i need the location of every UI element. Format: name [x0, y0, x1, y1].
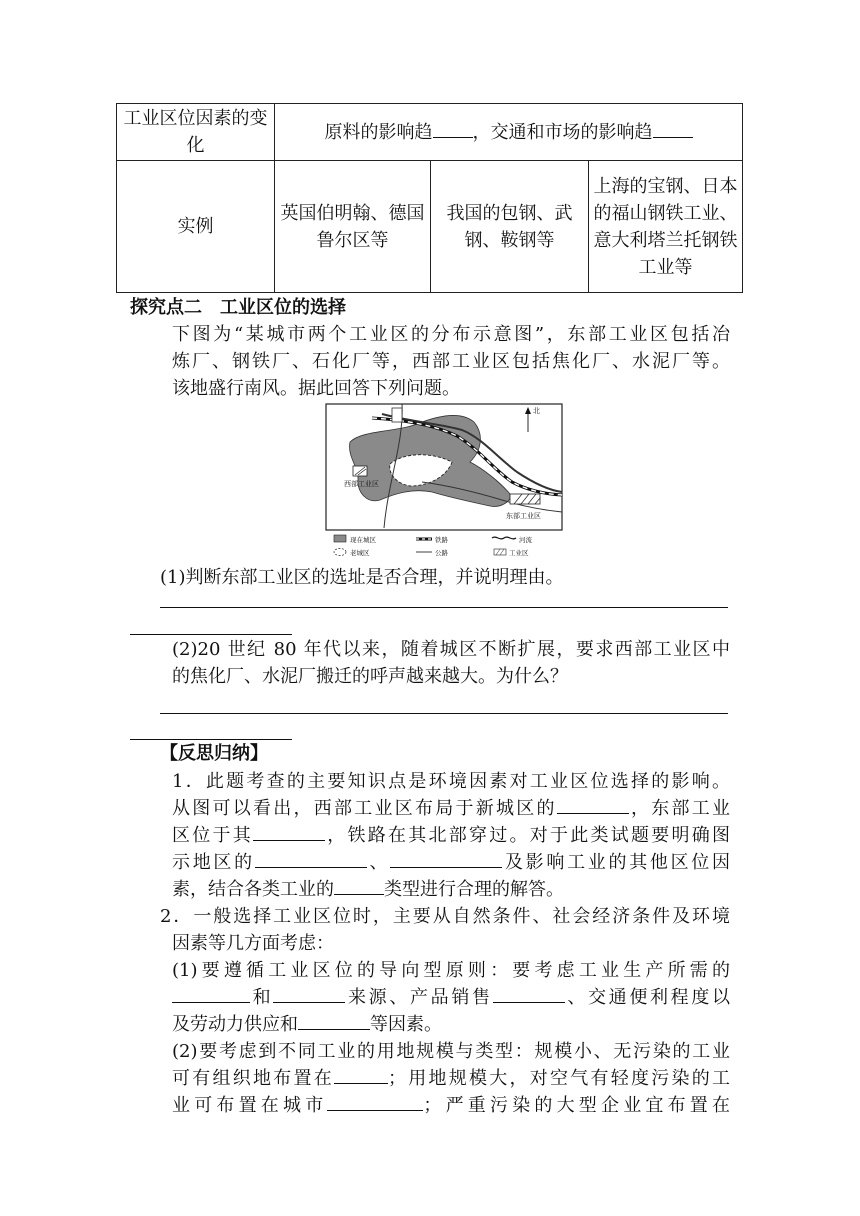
legend-old-city-swatch — [334, 549, 346, 556]
text-fragment: 类型进行合理的解答。 — [384, 879, 564, 900]
intro-line: 炼厂、钢铁厂、石化厂等，西部工业区包括焦化厂、水泥厂等。 — [172, 351, 730, 372]
fill-blank[interactable] — [273, 984, 345, 1003]
fill-blank[interactable] — [390, 849, 502, 868]
reflection-p2-2-line — [172, 1065, 730, 1093]
text-fragment: 、交通便利程度以 — [564, 987, 731, 1008]
legend-industrial-label: 工业区 — [509, 549, 529, 557]
reflection-p1-line — [172, 822, 730, 850]
legend-current-city-swatch — [334, 535, 346, 542]
text-fragment: ；严重污染的大型企业宜布置在 — [423, 1095, 731, 1116]
text-fragment: 区位于其 — [172, 825, 253, 846]
table-row — [117, 161, 743, 293]
answer-line[interactable] — [160, 607, 728, 608]
industrial-zone-map — [322, 402, 566, 558]
reflection-p2-2-line: (2)要考虑到不同工业的用地规模与类型：规模小、无污染的工业 — [172, 1041, 730, 1062]
legend-industrial-swatch — [494, 549, 506, 555]
west-zone-label: 西部工业区 — [344, 480, 379, 488]
fill-blank[interactable] — [253, 822, 325, 841]
reflection-p2-line: 因素等几方面考虑： — [172, 933, 334, 954]
row2-label: 实例 — [177, 216, 214, 237]
legend-road-label: 公路 — [435, 549, 448, 557]
table-cell-example — [589, 161, 743, 293]
question-1: (1)判断东部工业区的选址是否合理，并说明理由。 — [160, 567, 564, 588]
reflection-p2-line: 2．一般选择工业区位时，主要从自然条件、社会经济条件及环境 — [160, 906, 730, 927]
reflection-p1-line — [172, 849, 730, 877]
east-zone-label: 东部工业区 — [506, 512, 541, 520]
table-cell-example — [275, 161, 431, 293]
fill-blank[interactable] — [327, 1092, 423, 1111]
reflection-p1-line — [172, 876, 564, 904]
text-fragment: ；用地规模大，对空气有轻度污染的工 — [388, 1068, 730, 1089]
row1-text-a: 原料的影响趋 — [324, 121, 433, 143]
text-fragment: 可有组织地布置在 — [172, 1068, 334, 1089]
row1-text-b: ，交通和市场的影响趋 — [472, 121, 653, 143]
text-fragment: 素，结合各类工业的 — [172, 879, 334, 900]
question-2-line: 的焦化厂、水泥厂搬迁的呼声越来越大。为什么？ — [172, 666, 568, 687]
text-fragment: 和 — [250, 987, 274, 1008]
text-fragment: 、 — [366, 852, 391, 873]
intro-line: 下图为“某城市两个工业区的分布示意图”，东部工业区包括冶 — [172, 324, 730, 345]
fill-blank[interactable] — [334, 1065, 388, 1084]
row1-label: 工业区位因素的变化 — [123, 108, 268, 156]
road-marker — [392, 408, 402, 422]
reflection-p1-line — [172, 795, 730, 823]
text-fragment: 来源、产品销售 — [345, 987, 493, 1008]
north-label: 北 — [533, 407, 540, 415]
text-fragment: 示地区的 — [172, 852, 255, 873]
text-fragment: ，东部工业 — [628, 798, 730, 819]
fill-blank[interactable] — [653, 119, 693, 138]
table-cell-label — [117, 104, 275, 161]
reflection-heading: 【反思归纳】 — [160, 743, 268, 764]
legend-railway-label: 铁路 — [435, 536, 448, 544]
intro-line: 该地盛行南风。据此回答下列问题。 — [172, 378, 460, 399]
text-fragment: 等因素。 — [370, 1014, 442, 1035]
legend-river-swatch — [492, 537, 516, 539]
reflection-p2-1-line — [172, 984, 730, 1012]
table-row — [117, 104, 743, 161]
reflection-p1-line: 1．此题考查的主要知识点是环境因素对工业区位选择的影响。 — [172, 771, 730, 792]
fill-blank[interactable] — [172, 984, 250, 1003]
text-fragment: 业可布置在城市 — [172, 1095, 328, 1116]
fill-blank[interactable] — [433, 119, 473, 138]
legend-old-city-label: 老城区 — [350, 549, 370, 557]
fill-blank[interactable] — [493, 984, 565, 1003]
example-2: 我国的包钢、武钢、鞍钢等 — [446, 202, 573, 251]
table-cell-change — [275, 104, 743, 161]
fill-blank[interactable] — [557, 795, 629, 814]
text-fragment: 及劳动力供应和 — [172, 1014, 298, 1035]
table-cell-label — [117, 161, 275, 293]
example-1: 英国伯明翰、德国鲁尔区等 — [280, 202, 425, 251]
reflection-p2-1-line — [172, 1011, 442, 1039]
example-3: 上海的宝钢、日本的福山钢铁工业、意大利塔兰托钢铁工业等 — [593, 175, 738, 278]
table-cell-example — [431, 161, 589, 293]
fill-blank[interactable] — [298, 1011, 370, 1030]
text-fragment: 及影响工业的其他区位因 — [502, 852, 731, 873]
section-heading: 探究点二 工业区位的选择 — [130, 297, 346, 318]
legend-current-city-label: 现在城区 — [350, 536, 376, 544]
text-fragment: 从图可以看出，西部工业区布局于新城区的 — [172, 798, 557, 819]
industry-location-table — [116, 103, 743, 293]
text-fragment: ，铁路在其北部穿过。对于此类试题要明确图 — [325, 825, 730, 846]
fill-blank[interactable] — [334, 876, 384, 895]
legend-river-label: 河流 — [519, 536, 532, 544]
reflection-p2-1-line: (1)要遵循工业区位的导向型原则：要考虑工业生产所需的 — [172, 960, 730, 981]
answer-line[interactable] — [130, 634, 292, 635]
reflection-p2-2-line — [172, 1092, 730, 1120]
answer-line[interactable] — [160, 713, 728, 714]
question-2-line: (2)20 世纪 80 年代以来，随着城区不断扩展，要求西部工业区中 — [172, 639, 730, 660]
fill-blank[interactable] — [255, 849, 367, 868]
